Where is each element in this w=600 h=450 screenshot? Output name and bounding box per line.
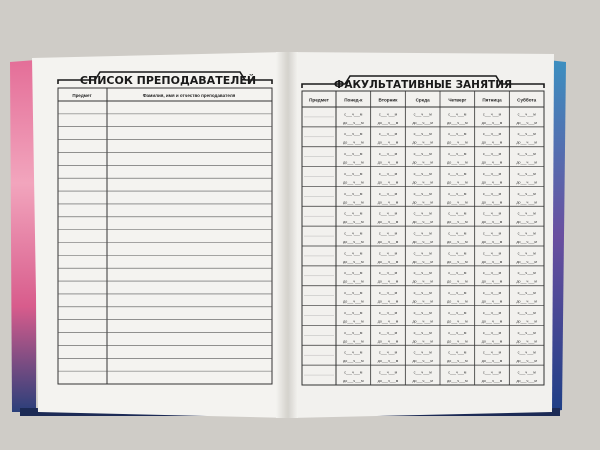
time-from-field: с___ч___м	[517, 251, 536, 256]
day-header: Четверг	[448, 97, 467, 103]
time-to-field: до___ч___м	[447, 339, 468, 344]
time-from-field: с___ч___м	[517, 350, 536, 355]
time-to-field: до___ч___м	[377, 180, 399, 185]
time-to-field: до___ч___м	[447, 220, 468, 225]
time-from-field: с___ч___м	[448, 132, 467, 137]
time-to-field: до___ч___м	[481, 259, 503, 264]
time-from-field: с___ч___м	[413, 271, 432, 276]
time-to-field: до___ч___м	[481, 299, 503, 304]
time-from-field: с___ч___м	[517, 231, 536, 236]
time-from-field: с___ч___м	[448, 171, 467, 176]
time-from-field: с___ч___м	[378, 251, 398, 256]
time-from-field: с___ч___м	[413, 152, 432, 157]
time-from-field: с___ч___м	[482, 112, 502, 117]
time-to-field: до___ч___м	[516, 359, 537, 364]
time-to-field: до___ч___м	[377, 339, 399, 344]
time-to-field: до___ч___м	[377, 319, 399, 324]
time-to-field: до___ч___м	[377, 160, 399, 165]
day-header: Суббота	[517, 97, 537, 103]
time-from-field: с___ч___м	[482, 132, 502, 137]
time-to-field: до___ч___м	[447, 279, 468, 284]
time-to-field: до___ч___м	[343, 120, 364, 125]
time-from-field: с___ч___м	[482, 191, 502, 196]
time-to-field: до___ч___м	[516, 279, 537, 284]
time-to-field: до___ч___м	[412, 319, 433, 324]
time-from-field: с___ч___м	[378, 350, 398, 355]
time-to-field: до___ч___м	[412, 339, 433, 344]
time-to-field: до___ч___м	[447, 120, 468, 125]
electives-title: ФАКУЛЬТАТИВНЫЕ ЗАНЯТИЯ	[333, 79, 513, 91]
time-to-field: до___ч___м	[412, 200, 433, 205]
teachers-table-rows	[58, 114, 272, 371]
time-to-field: до___ч___м	[412, 259, 433, 264]
time-from-field: с___ч___м	[517, 191, 536, 196]
time-from-field: с___ч___м	[448, 112, 467, 117]
time-from-field: с___ч___м	[344, 211, 363, 216]
time-to-field: до___ч___м	[343, 339, 364, 344]
time-from-field: с___ч___м	[413, 211, 432, 216]
time-from-field: с___ч___м	[344, 330, 363, 335]
time-from-field: с___ч___м	[413, 112, 432, 117]
time-to-field: до___ч___м	[447, 180, 468, 185]
time-from-field: с___ч___м	[344, 231, 363, 236]
time-to-field: до___ч___м	[516, 140, 537, 145]
time-to-field: до___ч___м	[481, 180, 503, 185]
time-from-field: с___ч___м	[378, 330, 398, 335]
time-from-field: с___ч___м	[378, 132, 398, 137]
time-to-field: до___ч___м	[447, 200, 468, 205]
day-header: Пятница	[482, 97, 502, 103]
time-from-field: с___ч___м	[448, 251, 467, 256]
time-to-field: до___ч___м	[516, 220, 537, 225]
time-to-field: до___ч___м	[343, 379, 364, 384]
time-from-field: с___ч___м	[344, 310, 363, 315]
time-from-field: с___ч___м	[344, 132, 363, 137]
time-to-field: до___ч___м	[412, 359, 433, 364]
time-from-field: с___ч___м	[448, 211, 467, 216]
time-to-field: до___ч___м	[516, 240, 537, 245]
time-to-field: до___ч___м	[343, 359, 364, 364]
time-to-field: до___ч___м	[412, 180, 433, 185]
time-from-field: с___ч___м	[378, 191, 398, 196]
time-to-field: до___ч___м	[481, 359, 503, 364]
time-from-field: с___ч___м	[378, 291, 398, 296]
time-to-field: до___ч___м	[377, 200, 399, 205]
time-to-field: до___ч___м	[516, 339, 537, 344]
time-from-field: с___ч___м	[344, 291, 363, 296]
time-to-field: до___ч___м	[377, 279, 399, 284]
time-from-field: с___ч___м	[482, 171, 502, 176]
time-from-field: с___ч___м	[378, 271, 398, 276]
time-from-field: с___ч___м	[517, 370, 536, 375]
time-from-field: с___ч___м	[448, 370, 467, 375]
time-to-field: до___ч___м	[516, 160, 537, 165]
time-to-field: до___ч___м	[377, 220, 399, 225]
time-from-field: с___ч___м	[517, 211, 536, 216]
time-to-field: до___ч___м	[343, 279, 364, 284]
time-from-field: с___ч___м	[517, 132, 536, 137]
time-to-field: до___ч___м	[481, 319, 503, 324]
time-from-field: с___ч___м	[378, 231, 398, 236]
time-from-field: с___ч___м	[482, 231, 502, 236]
time-to-field: до___ч___м	[481, 339, 503, 344]
time-to-field: до___ч___м	[516, 319, 537, 324]
time-to-field: до___ч___м	[377, 140, 399, 145]
time-to-field: до___ч___м	[447, 359, 468, 364]
time-to-field: до___ч___м	[377, 359, 399, 364]
time-from-field: с___ч___м	[448, 350, 467, 355]
time-from-field: с___ч___м	[378, 370, 398, 375]
time-to-field: до___ч___м	[377, 379, 399, 384]
time-from-field: с___ч___м	[344, 191, 363, 196]
time-from-field: с___ч___м	[448, 330, 467, 335]
time-from-field: с___ч___м	[344, 251, 363, 256]
time-from-field: с___ч___м	[413, 370, 432, 375]
time-to-field: до___ч___м	[412, 299, 433, 304]
time-to-field: до___ч___м	[343, 240, 364, 245]
time-to-field: до___ч___м	[481, 379, 503, 384]
book-gutter	[276, 52, 298, 418]
time-from-field: с___ч___м	[378, 171, 398, 176]
time-to-field: до___ч___м	[412, 240, 433, 245]
time-from-field: с___ч___м	[517, 291, 536, 296]
time-from-field: с___ч___м	[482, 211, 502, 216]
left-page	[32, 52, 290, 418]
time-to-field: до___ч___м	[481, 220, 503, 225]
time-from-field: с___ч___м	[413, 132, 432, 137]
time-to-field: до___ч___м	[447, 379, 468, 384]
time-to-field: до___ч___м	[343, 180, 364, 185]
time-to-field: до___ч___м	[481, 240, 503, 245]
time-to-field: до___ч___м	[516, 200, 537, 205]
time-to-field: до___ч___м	[412, 279, 433, 284]
time-from-field: с___ч___м	[378, 112, 398, 117]
time-to-field: до___ч___м	[412, 160, 433, 165]
time-from-field: с___ч___м	[482, 152, 502, 157]
time-from-field: с___ч___м	[378, 152, 398, 157]
time-from-field: с___ч___м	[413, 251, 432, 256]
time-to-field: до___ч___м	[481, 160, 503, 165]
time-from-field: с___ч___м	[517, 152, 536, 157]
time-to-field: до___ч___м	[447, 259, 468, 264]
time-from-field: с___ч___м	[517, 112, 536, 117]
time-from-field: с___ч___м	[482, 251, 502, 256]
time-to-field: до___ч___м	[343, 220, 364, 225]
time-to-field: до___ч___м	[447, 240, 468, 245]
time-from-field: с___ч___м	[482, 330, 502, 335]
time-from-field: с___ч___м	[517, 271, 536, 276]
time-from-field: с___ч___м	[344, 152, 363, 157]
time-to-field: до___ч___м	[412, 379, 433, 384]
time-from-field: с___ч___м	[448, 191, 467, 196]
time-from-field: с___ч___м	[448, 231, 467, 236]
teachers-list-title: СПИСОК ПРЕПОДАВАТЕЛЕЙ	[79, 74, 257, 87]
time-from-field: с___ч___м	[448, 152, 467, 157]
time-to-field: до___ч___м	[516, 379, 537, 384]
day-header: Вторник	[378, 97, 398, 103]
time-to-field: до___ч___м	[447, 160, 468, 165]
column-teacher-name-header: Фамилия, имя и отчество преподавателя	[142, 93, 236, 98]
time-from-field: с___ч___м	[344, 370, 363, 375]
time-from-field: с___ч___м	[482, 291, 502, 296]
time-from-field: с___ч___м	[448, 271, 467, 276]
time-from-field: с___ч___м	[448, 310, 467, 315]
column-subject-header: Предмет	[72, 93, 92, 98]
time-to-field: до___ч___м	[481, 140, 503, 145]
time-to-field: до___ч___м	[377, 240, 399, 245]
time-from-field: с___ч___м	[482, 310, 502, 315]
time-from-field: с___ч___м	[344, 271, 363, 276]
time-to-field: до___ч___м	[412, 220, 433, 225]
time-to-field: до___ч___м	[343, 160, 364, 165]
time-to-field: до___ч___м	[516, 259, 537, 264]
time-to-field: до___ч___м	[516, 180, 537, 185]
time-to-field: до___ч___м	[447, 319, 468, 324]
time-from-field: с___ч___м	[413, 330, 432, 335]
time-to-field: до___ч___м	[343, 140, 364, 145]
time-to-field: до___ч___м	[447, 299, 468, 304]
day-header: Понед-к	[344, 97, 363, 103]
day-header: Среда	[415, 97, 430, 103]
time-from-field: с___ч___м	[482, 350, 502, 355]
time-to-field: до___ч___м	[516, 120, 537, 125]
time-to-field: до___ч___м	[377, 120, 399, 125]
time-from-field: с___ч___м	[344, 171, 363, 176]
time-from-field: с___ч___м	[378, 310, 398, 315]
time-from-field: с___ч___м	[517, 330, 536, 335]
time-to-field: до___ч___м	[447, 140, 468, 145]
time-from-field: с___ч___м	[413, 231, 432, 236]
time-to-field: до___ч___м	[377, 259, 399, 264]
time-to-field: до___ч___м	[516, 299, 537, 304]
time-to-field: до___ч___м	[481, 279, 503, 284]
time-from-field: с___ч___м	[413, 191, 432, 196]
column-subject-header: Предмет	[309, 97, 329, 103]
time-to-field: до___ч___м	[343, 319, 364, 324]
time-from-field: с___ч___м	[413, 310, 432, 315]
time-from-field: с___ч___м	[517, 310, 536, 315]
time-from-field: с___ч___м	[344, 112, 363, 117]
time-to-field: до___ч___м	[481, 120, 503, 125]
time-to-field: до___ч___м	[412, 140, 433, 145]
time-from-field: с___ч___м	[448, 291, 467, 296]
time-to-field: до___ч___м	[481, 200, 503, 205]
time-from-field: с___ч___м	[482, 370, 502, 375]
time-from-field: с___ч___м	[482, 271, 502, 276]
time-to-field: до___ч___м	[343, 200, 364, 205]
time-from-field: с___ч___м	[413, 171, 432, 176]
time-to-field: до___ч___м	[343, 299, 364, 304]
time-from-field: с___ч___м	[413, 291, 432, 296]
time-from-field: с___ч___м	[413, 350, 432, 355]
time-to-field: до___ч___м	[412, 120, 433, 125]
time-from-field: с___ч___м	[378, 211, 398, 216]
time-to-field: до___ч___м	[377, 299, 399, 304]
time-from-field: с___ч___м	[517, 171, 536, 176]
time-from-field: с___ч___м	[344, 350, 363, 355]
time-to-field: до___ч___м	[343, 259, 364, 264]
